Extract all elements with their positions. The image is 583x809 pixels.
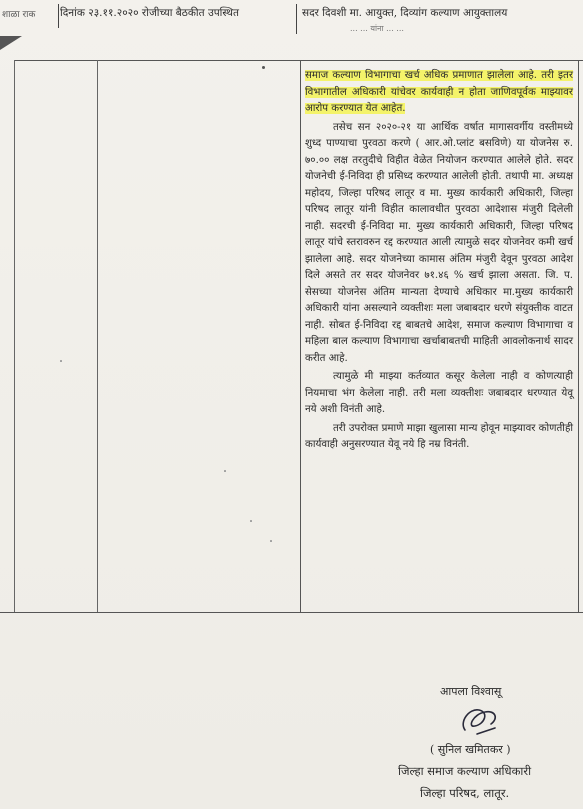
table-bottom-border [0, 612, 583, 613]
document-header [0, 0, 583, 44]
table-top-border [14, 60, 583, 61]
handwritten-signature [455, 700, 505, 740]
ink-dot [262, 66, 265, 69]
signatory-name: ( सुनिल खमितकर ) [430, 743, 511, 756]
header-meeting-reference: दिनांक २३.११.२०२० रोजीच्या बैठकीत उपस्थित [60, 7, 239, 19]
paper-speck [270, 540, 272, 542]
table-column-line [578, 60, 579, 612]
paragraph-scheme-details: तसेच सन २०२०-२१ या आर्थिक वर्षात मागासवर्गीय वस्तीमध्ये शुध्द पाण्याचा पुरवठा करणे ( आर.ओ.प्लांट बसविणे) या योजनेस रु. ७०.०० लक्ष तरतुदीचे विहीत वेळेत नियोजन करण्यात आलेले होते. सदर योजनेची ई-निविदा ही प्रसिध्द करण्यात आलेली होती. तथापी मा. अध्यक्ष महोदय, जिल्हा परिषद लातूर व मा. मुख्य कार्यकारी अधिकारी, जिल्हा परिषद लातूर यांनी विहीत कालावधीत पुरवठा आदेशास मंजुरी दिलेली नाही. सदरची ई-निविदा मा. मुख्य कार्यकारी अधिकारी, जिल्हा परिषद लातूर यांचे स्तरावरुन रद्द करण्यात आली त्यामुळे सदर योजनेवर कमी खर्च झालेला आहे. सदर योजनेच्या कामास अंतिम मंजुरी देवून पुरवठा आदेश दिले असते तर सदर योजनेवर ७१.४६ % खर्च झाला असता. जि. प. सेसच्या योजनेस अंतिम मान्यता देण्याचे अधिकार मा.मुख्य कार्यकारी अधिकारी यांना असल्याने व्यक्तीशः मला जबाबदार धरणे संयुक्तीक वाटत नाही. सोबत ई-निविदा रद्द बाबतचे आदेश, समाज कल्याण विभागाचा व महिला बाल कल्याण विभागाचा खर्चाबाबतची माहिती आवलोकनार्थ सादर करीत आहे. [305, 121, 573, 364]
header-divider [58, 4, 59, 28]
paper-speck [60, 360, 62, 362]
paragraph-final-request: तरी उपरोक्त प्रमाणे माझा खुलासा मान्य होवून माझ्यावर कोणतीही कार्यवाही अनुसरण्यात येवू नये हि नम्र विनंती. [305, 422, 573, 450]
table-column-line [14, 60, 15, 612]
header-left-label: शाळा राक [2, 10, 36, 20]
highlighted-text: समाज कल्याण विभागाचा खर्च अधिक प्रमाणात झालेला आहे. तरी इतर विभागातील अधिकारी यांचेवर कार्यवाही न होता जाणिवपूर्वक माझ्यावर आरोप करण्यात येत आहेत. [305, 70, 573, 114]
signatory-designation: जिल्हा समाज कल्याण अधिकारी [398, 764, 532, 778]
paper-speck [224, 470, 226, 472]
header-divider [296, 4, 297, 34]
header-addressee: सदर दिवशी मा. आयुक्त, दिव्यांग कल्याण आयुक्तालय [302, 7, 508, 19]
paragraph-highlighted [305, 68, 573, 118]
table-column-line [97, 60, 98, 612]
header-addressee-line2: ... ... यांना ... ... [350, 24, 404, 33]
signatory-office: जिल्हा परिषद, लातूर. [420, 786, 510, 800]
table-column-line [300, 60, 301, 612]
paragraph-no-negligence: त्यामुळे मी माझ्या कर्तव्यात कसूर केलेला नाही व कोणत्याही नियमाचा भंग केलेला नाही. तरी मला व्यक्तीशः जबाबदार धरण्यात येवू नये अशी विनंती आहे. [305, 371, 573, 415]
paper-speck [250, 520, 252, 522]
letter-body [305, 68, 573, 456]
closing-salutation: आपला विश्वासू [440, 685, 502, 698]
page-corner-mark [0, 36, 22, 50]
